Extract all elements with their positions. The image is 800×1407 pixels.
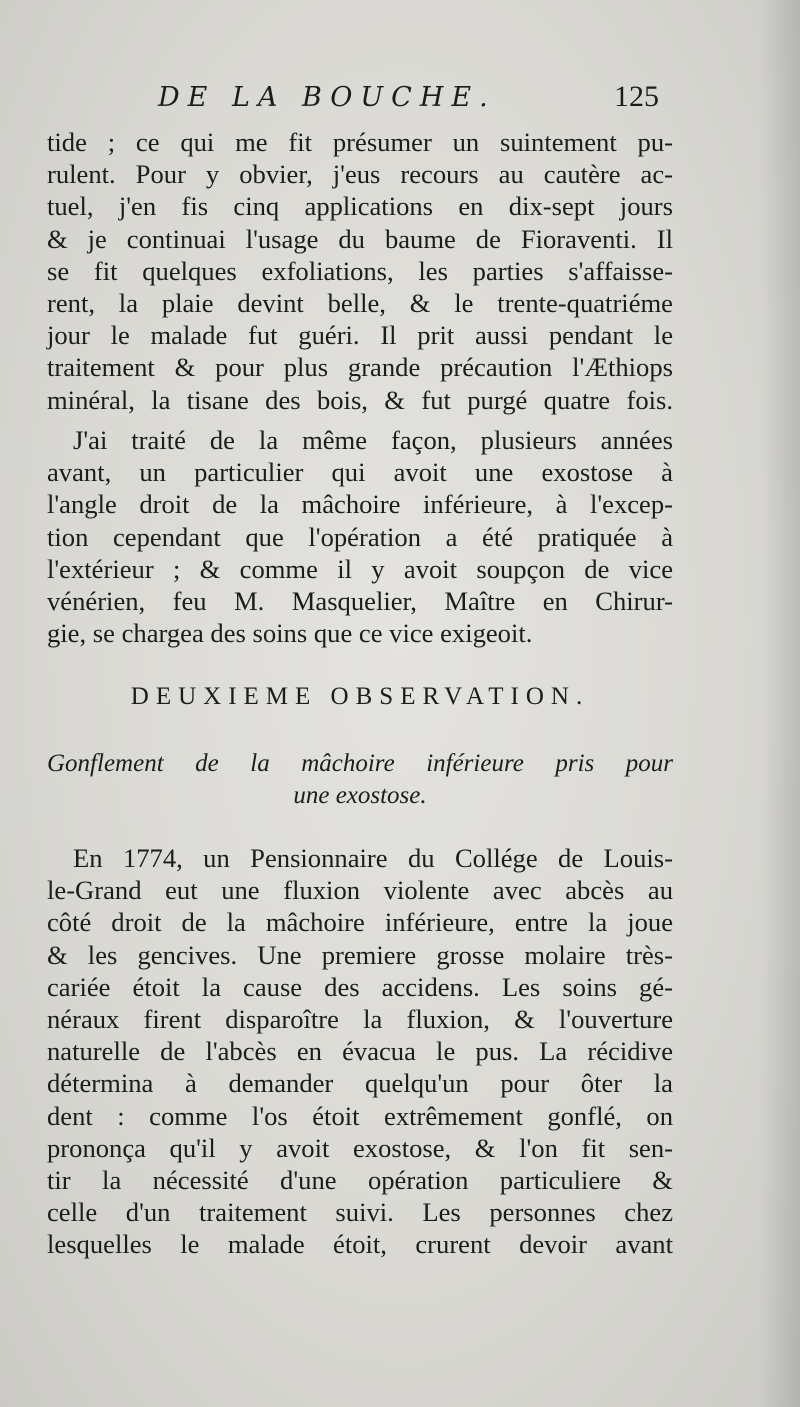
text-line: vénérien, feu M. Masquelier, Maître en Chirur-	[47, 585, 673, 616]
text-line: avant, un particulier qui avoit une exostose à	[47, 457, 673, 488]
text-line: rulent. Pour y obvier, j'eus recours au cautère ac-	[47, 159, 673, 190]
text-line: rent, la plaie devint belle, & le trente-quatriéme	[47, 287, 673, 318]
text-line: tir la nécessité d'une opération particuliere &	[47, 1164, 673, 1195]
text-line: En 1774, un Pensionnaire du Collége de Louis-	[73, 843, 673, 873]
page-edge-shadow	[760, 0, 800, 1407]
text-line: tion cependant que l'opération a été pratiquée à	[47, 521, 673, 552]
paragraph-2	[47, 424, 673, 649]
text-line: détermina à demander quelqu'un pour ôter la	[47, 1068, 673, 1099]
text-line: cariée étoit la cause des accidens. Les soins gé-	[47, 971, 673, 1002]
text-line: l'extérieur ; & comme il y avoit soupçon de vice	[47, 553, 673, 584]
text-line: côté droit de la mâchoire inférieure, entre la joue	[47, 907, 673, 938]
text-line: lesquelles le malade étoit, crurent devoir avant	[47, 1229, 673, 1260]
text-line: le-Grand eut une fluxion violente avec abcès au	[47, 875, 673, 906]
text-line: tuel, j'en fis cinq applications en dix-sept jours	[47, 191, 673, 222]
paragraph-3	[47, 842, 673, 1260]
text-line: jour le malade fut guéri. Il prit aussi pendant le	[47, 320, 673, 351]
text-line: & je continuai l'usage du baume de Fioraventi. Il	[47, 223, 673, 254]
text-line: naturelle de l'abcès en évacua le pus. La récidive	[47, 1036, 673, 1067]
section-subtitle: Gonflement de la mâchoire inférieure pris pour	[47, 750, 673, 777]
text-line: J'ai traité de la même façon, plusieurs années	[73, 425, 673, 455]
text-line: l'angle droit de la mâchoire inférieure, à l'excep-	[47, 489, 673, 520]
running-head: DE LA BOUCHE.	[158, 82, 496, 113]
text-line: se fit quelques exfoliations, les parties s'affaisse-	[47, 255, 673, 286]
text-line: tide ; ce qui me fit présumer un suintement pu-	[47, 127, 673, 157]
text-line: minéral, la tisane des bois, & fut purgé quatre fois.	[47, 384, 673, 415]
paragraph-1	[47, 126, 673, 416]
page-number: 125	[614, 80, 659, 113]
section-title: DEUXIEME OBSERVATION.	[130, 683, 590, 710]
text-line: & les gencives. Une premiere grosse molaire très-	[47, 939, 673, 970]
text-line: gie, se chargea des soins que ce vice exigeoit.	[47, 618, 533, 649]
text-line: traitement & pour plus grande précaution l'Æthiops	[47, 352, 673, 383]
text-line: celle d'un traitement suivi. Les personnes chez	[47, 1197, 673, 1228]
section-subtitle: une exostose.	[293, 782, 427, 809]
text-line: néraux firent disparoître la fluxion, & l'ouverture	[47, 1003, 673, 1034]
page-header	[0, 78, 800, 118]
text-line: prononça qu'il y avoit exostose, & l'on fit sen-	[47, 1132, 673, 1163]
text-line: dent : comme l'os étoit extrêmement gonflé, on	[47, 1100, 673, 1131]
